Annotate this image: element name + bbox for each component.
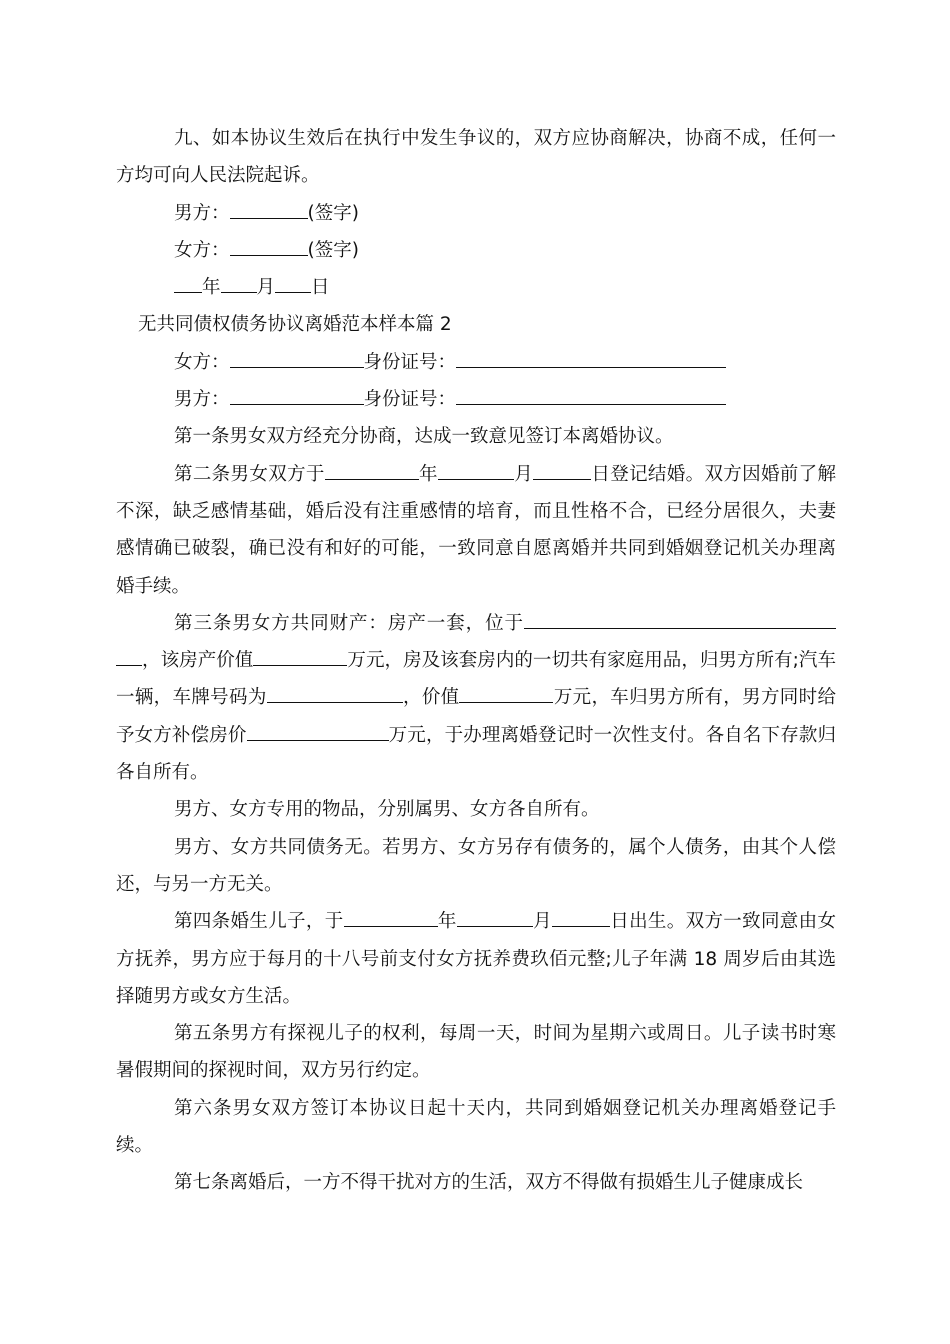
male-party-label: 男方： [174,389,230,411]
day-blank [275,274,311,293]
article-2-suffix: 日登记结婚。双方因婚前了解不深，缺乏感情基础，婚后没有注重感情的培育，而且性格不合，已经分居很久，夫妻感情确已破裂，确已没有和好的可能，一致同意自愿离婚并共同到婚姻登记机关办理离婚手续。 [116,463,836,597]
male-name-blank [230,386,364,405]
year-label: 年 [202,277,221,299]
property-location-blank-1 [524,610,836,629]
article-4 [116,903,836,1015]
article-3 [116,605,836,791]
female-name-blank [230,349,364,368]
marriage-month-blank [438,461,514,480]
article-3-part6: 万元，于办理离婚登记时一次性支付。各自名下存款归各自所有。 [116,724,836,784]
debts-clause: 男方、女方共同债务无。若男方、女方另存有债务的，属个人债务，由其个人偿还，与另一方无关。 [116,836,836,895]
female-id-label: 身份证号： [363,351,457,373]
article-4-prefix: 第四条婚生儿子，于 [174,911,344,933]
article-5: 第五条男方有探视儿子的权利，每周一天，时间为星期六或周日。儿子读书时寒暑假期间的探视时间，双方另行约定。 [116,1023,836,1082]
male-label: 男方： [174,202,230,224]
marriage-day-blank [533,461,591,480]
plate-number-blank [267,684,403,703]
article-4-year: 年 [437,911,457,933]
birth-month-blank [457,908,533,927]
female-sign-note: (签字) [307,239,359,261]
male-id-blank [456,386,726,405]
year-blank [174,274,202,293]
article-2-year: 年 [418,463,438,485]
article-3-part2: ，该房产价值 [142,650,254,672]
article-4-suffix: 日出生。双方一致同意由女方抚养，男方应于每月的十八号前支付女方抚养费玖佰元整;儿子年满 18 周岁后由其选择随男方或女方生活。 [116,911,836,1007]
section-title: 无共同债权债务协议离婚范本样本篇 2 [138,314,452,336]
article-3-prefix: 第三条男女方共同财产：房产一套，位于 [174,612,524,634]
property-location-blank-2 [116,647,142,666]
male-id-label: 身份证号： [363,389,457,411]
clause-9: 九、如本协议生效后在执行中发生争议的，双方应协商解决，协商不成，任何一方均可向人民法院起诉。 [116,128,836,187]
article-3-part5: 万元，车归男方所有，男方同时给予女方补偿房价 [116,687,836,746]
car-value-blank [459,684,553,703]
female-label: 女方： [174,239,230,261]
male-signature-line [116,195,836,232]
article-1: 第一条男女双方经充分协商，达成一致意见签订本离婚协议。 [174,426,674,448]
document-page [116,120,836,1202]
birth-day-blank [552,908,610,927]
personal-items-clause: 男方、女方专用的物品，分别属男、女方各自所有。 [174,799,600,821]
male-sign-note: (签字) [307,202,359,224]
article-4-month: 月 [532,911,552,933]
compensation-blank [247,722,389,741]
male-party-line [116,381,836,418]
article-7: 第七条离婚后，一方不得干扰对方的生活，双方不得做有损婚生儿子健康成长 [174,1172,804,1194]
article-3-part4: ，价值 [402,687,460,709]
birth-year-blank [344,908,438,927]
male-signature-blank [230,200,308,219]
female-party-line [116,344,836,381]
month-label: 月 [256,277,276,299]
article-2 [116,456,836,605]
article-3-part3: 万元，房及该套房内的一切共有家庭用品，归男方所有;汽车一辆，车牌号码为 [116,650,836,709]
article-6: 第六条男女双方签订本协议日起十天内，共同到婚姻登记机关办理离婚登记手续。 [116,1097,836,1157]
marriage-year-blank [325,461,419,480]
female-id-blank [456,349,726,368]
female-signature-line [116,232,836,269]
property-value-blank [253,647,347,666]
month-blank [221,274,257,293]
female-signature-blank [230,237,308,256]
day-label: 日 [311,277,330,299]
article-2-month: 月 [513,463,534,485]
female-party-label: 女方： [174,351,230,373]
date-line [116,269,836,306]
article-2-prefix: 第二条男女双方于 [174,463,325,485]
